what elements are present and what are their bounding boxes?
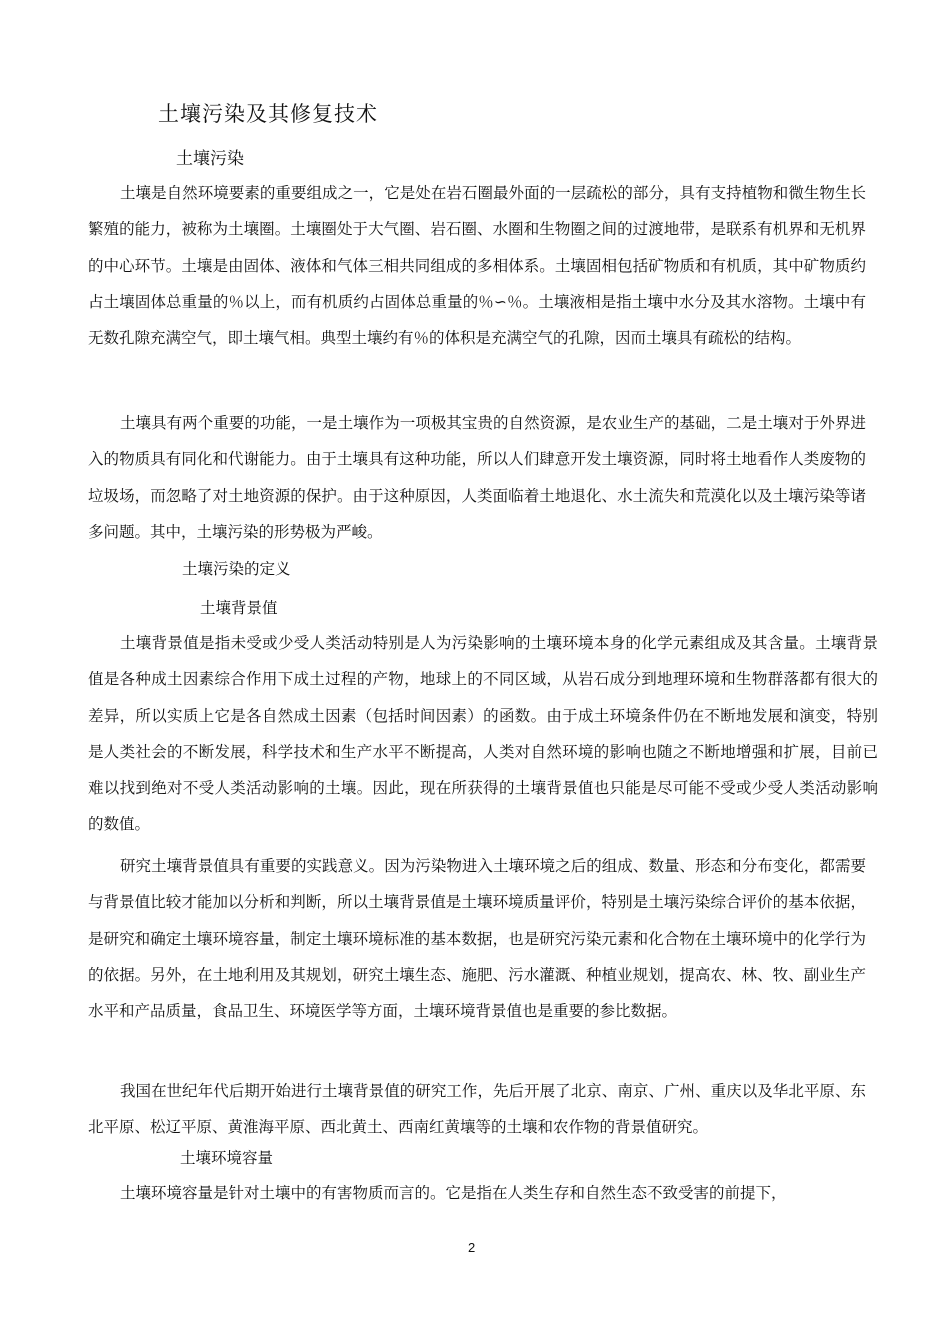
subheading-background-value: 土壤背景值 [200,599,278,617]
paragraph-soil-intro: 土壤是自然环境要素的重要组成之一，它是处在岩石圈最外面的一层疏松的部分，具有支持植物和微生物生长繁殖的能力，被称为土壤圈。土壤圈处于大气圈、岩石圈、水圈和生物圈之间的过渡地带，是联系有机界和无机界的中心环节。土壤是由固体、液体和气体三相共同组成的多相体系。土壤固相包括矿物质和有机质，其中矿物质约占土壤固体总重量的％以上，而有机质约占固体总重量的％∽％。土壤液相是指土壤中水分及其水溶物。土壤中有无数孔隙充满空气，即土壤气相。典型土壤约有％的体积是充满空气的孔隙，因而土壤具有疏松的结构。 [88,184,866,348]
paragraph-background-significance: 研究土壤背景值具有重要的实践意义。因为污染物进入土壤环境之后的组成、数量、形态和分布变化，都需要与背景值比较才能加以分析和判断，所以土壤背景值是土壤环境质量评价，特别是土壤污染综合评价的基本依据，是研究和确定土壤环境容量，制定土壤环境标准的基本数据，也是研究污染元素和化合物在土壤环境中的化学行为的依据。另外，在土地利用及其规划，研究土壤生态、施肥、污水灌溉、种植业规划，提高农、林、牧、副业生产水平和产品质量，食品卫生、环境医学等方面，土壤环境背景值也是重要的参比数据。 [88,857,866,1021]
section-heading: 土壤污染 [176,149,244,169]
subheading-definition: 土壤污染的定义 [182,560,291,578]
paragraph-soil-functions: 土壤具有两个重要的功能，一是土壤作为一项极其宝贵的自然资源，是农业生产的基础，二是土壤对于外界进入的物质具有同化和代谢能力。由于土壤具有这种功能，所以人们肆意开发土壤资源，同时将土地看作人类废物的垃圾场，而忽略了对土地资源的保护。由于这种原因，人类面临着土地退化、水土流失和荒漠化以及土壤污染等诸多问题。其中，土壤污染的形势极为严峻。 [88,414,866,541]
paragraph-china-research: 我国在世纪年代后期开始进行土壤背景值的研究工作，先后开展了北京、南京、广州、重庆以及华北平原、东北平原、松辽平原、黄淮海平原、西北黄土、西南红黄壤等的土壤和农作物的背景值研究。 [88,1082,866,1137]
paragraph-capacity-definition: 土壤环境容量是针对土壤中的有害物质而言的。它是指在人类生存和自然生态不致受害的前提下， [120,1184,787,1202]
paragraph-background-definition: 土壤背景值是指未受或少受人类活动特别是人为污染影响的土壤环境本身的化学元素组成及其含量。土壤背景值是各种成土因素综合作用下成土过程的产物，地球上的不同区域，从岩石成分到地理环境和生物群落都有很大的差异，所以实质上它是各自然成土因素（包括时间因素）的函数。由于成土环境条件仍在不断地发展和演变，特别是人类社会的不断发展，科学技术和生产水平不断提高，人类对自然环境的影响也随之不断地增强和扩展，目前已难以找到绝对不受人类活动影响的土壤。因此，现在所获得的土壤背景值也只能是尽可能不受或少受人类活动影响的数值。 [88,634,878,834]
subheading-environmental-capacity: 土壤环境容量 [180,1149,274,1167]
page-number: 2 [468,1240,476,1255]
document-title: 土壤污染及其修复技术 [158,102,378,126]
